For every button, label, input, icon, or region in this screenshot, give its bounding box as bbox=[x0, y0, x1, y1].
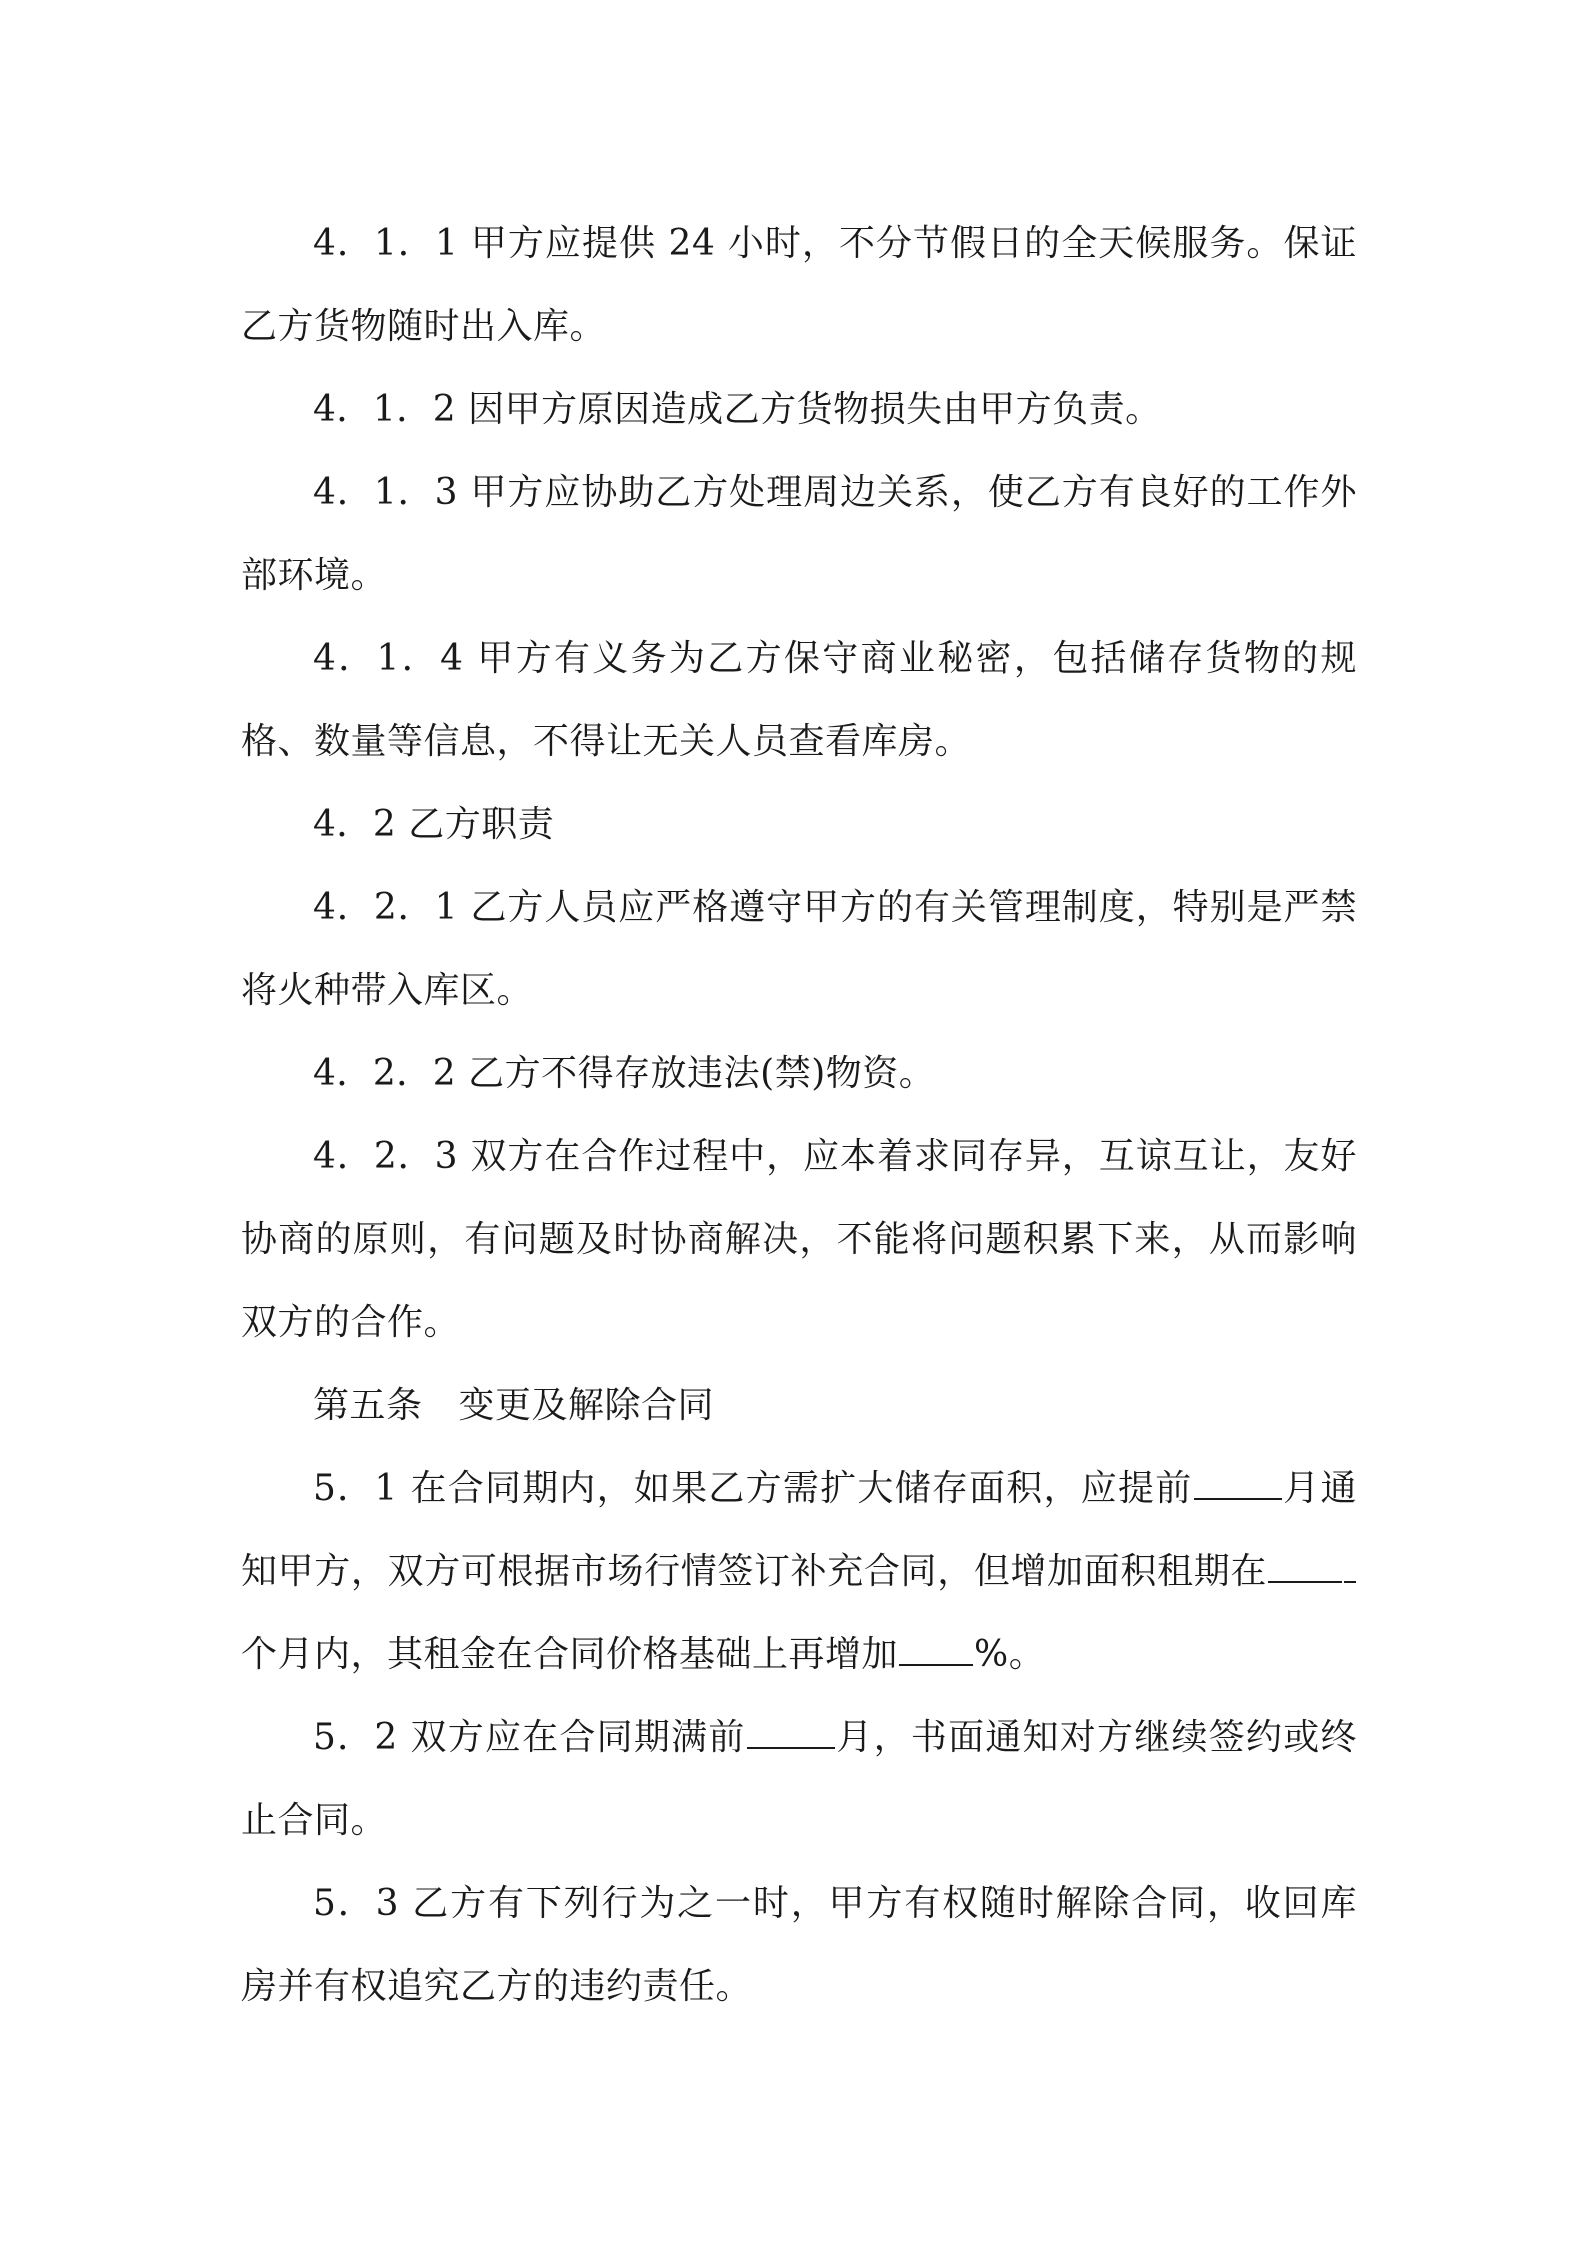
document-body bbox=[241, 202, 1357, 2028]
article-5-subject: 变更及解除合同 bbox=[458, 1385, 715, 1426]
clause-4-2-heading: 4．2 乙方职责 bbox=[313, 804, 555, 845]
clause-4-1-1: 4．1．1 甲方应提供 24 小时，不分节假日的全天候服务。保证乙方货物随时出入库。 bbox=[241, 223, 1357, 347]
clause-4-2-1: 4．2．1 乙方人员应严格遵守甲方的有关管理制度，特别是严禁将火种带入库区。 bbox=[241, 887, 1357, 1011]
clause-5-1-part-d: %。 bbox=[974, 1634, 1046, 1675]
clause-4-1-4: 4．1．4 甲方有义务为乙方保守商业秘密，包括储存货物的规格、数量等信息，不得让无关人员查看库房。 bbox=[241, 638, 1357, 762]
article-5-heading bbox=[241, 1364, 1357, 1447]
clause-5-1-part-c: 个月内，其租金在合同价格基础上再增加 bbox=[241, 1634, 899, 1675]
clause-4-1-2: 4．1．2 因甲方原因造成乙方货物损失由甲方负责。 bbox=[313, 389, 1162, 430]
clause-5-1 bbox=[241, 1447, 1357, 1696]
clause-5-3: 5．3 乙方有下列行为之一时，甲方有权随时解除合同，收回库房并有权追究乙方的违约责任。 bbox=[241, 1883, 1357, 2007]
clause-5-2 bbox=[241, 1696, 1357, 1862]
clause-5-2-part-a: 5．2 双方应在合同期满前 bbox=[313, 1717, 746, 1758]
blank-expiry-months[interactable] bbox=[747, 1717, 835, 1749]
blank-increase-percent[interactable] bbox=[899, 1634, 973, 1666]
clause-4-1-3: 4．1．3 甲方应协助乙方处理周边关系，使乙方有良好的工作外部环境。 bbox=[241, 472, 1357, 596]
clause-5-1-part-a: 5．1 在合同期内，如果乙方需扩大储存面积，应提前 bbox=[313, 1468, 1193, 1509]
blank-lease-months-a[interactable] bbox=[1268, 1551, 1342, 1583]
clause-5-2-part-b: 月，书面通知对方继续签约或终止合同。 bbox=[241, 1717, 1357, 1841]
blank-notice-months[interactable] bbox=[1194, 1468, 1282, 1500]
article-5-number: 第五条 bbox=[313, 1385, 423, 1426]
clause-5-1-part-b: 月通知甲方，双方可根据市场行情签订补充合同，但增加面积租期在 bbox=[241, 1468, 1357, 1592]
clause-4-2-3: 4．2．3 双方在合作过程中，应本着求同存异，互谅互让，友好协商的原则，有问题及时协商解决，不能将问题积累下来，从而影响双方的合作。 bbox=[241, 1136, 1357, 1343]
clause-4-2-2: 4．2．2 乙方不得存放违法(禁)物资。 bbox=[313, 1053, 936, 1094]
blank-lease-months-b[interactable] bbox=[1344, 1551, 1356, 1583]
